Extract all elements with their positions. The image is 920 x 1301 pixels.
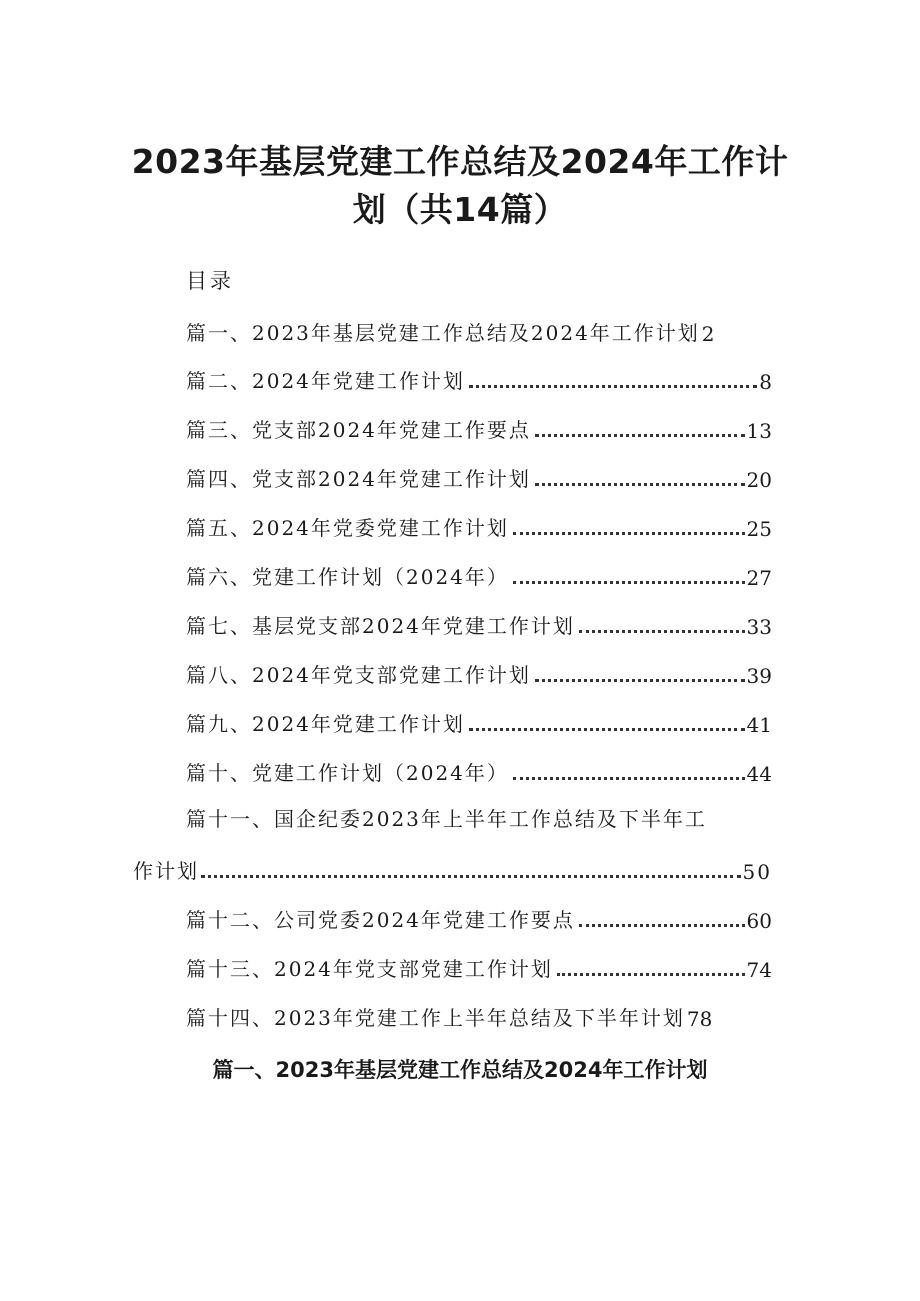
toc-entry-14[interactable]: [186, 999, 772, 1031]
toc-entry-6[interactable]: [186, 558, 772, 590]
toc-entry-label: 篇七、基层党支部2024年党建工作计划: [186, 614, 575, 638]
toc-leader-dots: [579, 924, 745, 927]
toc-leader-dots: [201, 875, 741, 878]
toc-entry-page: 44: [746, 762, 772, 786]
toc-entry-page: 74: [746, 958, 772, 982]
toc-entry-11-line-1[interactable]: [186, 803, 746, 835]
toc-entry-label: 篇一、2023年基层党建工作总结及2024年工作计划: [186, 321, 700, 345]
toc-entry-7[interactable]: [186, 607, 772, 639]
toc-leader-dots: [469, 728, 745, 731]
toc-leader-dots: [513, 777, 745, 780]
toc-entry-3[interactable]: [186, 411, 772, 443]
toc-entry-label: 篇九、2024年党建工作计划: [186, 712, 465, 736]
toc-entry-page: 27: [746, 566, 772, 590]
toc-entry-label: 篇十三、2024年党支部党建工作计划: [186, 957, 553, 981]
toc-entry-label: 篇十四、2023年党建工作上半年总结及下半年计划: [186, 1006, 685, 1030]
toc-entry-12[interactable]: [186, 901, 772, 933]
toc-entry-2[interactable]: [186, 362, 772, 394]
toc-entry-4[interactable]: [186, 460, 772, 492]
section-heading: 篇一、2023年基层党建工作总结及2024年工作计划: [212, 1058, 708, 1082]
toc-leader-dots: [513, 532, 745, 535]
toc-entry-page: 41: [746, 713, 772, 737]
title-line-1: 2023年基层党建工作总结及2024年工作计: [131, 142, 789, 181]
toc-entry-page: 8: [759, 370, 772, 394]
toc-entry-label: 作计划: [133, 859, 199, 883]
toc-entry-page: 20: [746, 468, 772, 492]
toc-entry-label: 篇二、2024年党建工作计划: [186, 369, 465, 393]
toc-leader-dots: [535, 434, 745, 437]
toc-entry-label: 篇五、2024年党委党建工作计划: [186, 516, 509, 540]
toc-leader-dots: [557, 973, 745, 976]
toc-entry-label: 篇十、党建工作计划（2024年）: [186, 761, 509, 785]
toc-leader-dots: [535, 679, 745, 682]
toc-leader-dots: [469, 385, 757, 388]
toc-entry-label: 篇四、党支部2024年党建工作计划: [186, 467, 531, 491]
toc-leader-dots: [579, 630, 745, 633]
toc-entry-8[interactable]: [186, 656, 772, 688]
toc-entry-1[interactable]: [186, 314, 772, 346]
toc-entry-5[interactable]: [186, 509, 772, 541]
toc-entry-label: 篇三、党支部2024年党建工作要点: [186, 418, 531, 442]
toc-entry-page: 50: [742, 860, 772, 884]
toc-entry-page: 13: [746, 419, 772, 443]
toc-entry-label: 篇八、2024年党支部党建工作计划: [186, 663, 531, 687]
toc-entry-9[interactable]: [186, 705, 772, 737]
toc-entry-label: 篇六、党建工作计划（2024年）: [186, 565, 509, 589]
toc-entry-page: 39: [746, 664, 772, 688]
document-title: [130, 138, 790, 234]
toc-entry-page: 33: [746, 615, 772, 639]
toc-entry-page: 2: [701, 322, 715, 346]
toc-entry-13[interactable]: [186, 950, 772, 982]
toc-entry-10[interactable]: [186, 754, 772, 786]
toc-heading: 目录: [186, 269, 234, 293]
toc-entry-label: 篇十二、公司党委2024年党建工作要点: [186, 908, 575, 932]
title-line-2: 划（共14篇）: [352, 190, 568, 229]
toc-entry-page: 78: [686, 1007, 713, 1031]
toc-entry-page: 25: [746, 517, 772, 541]
toc-leader-dots: [513, 581, 745, 584]
toc-entry-page: 60: [746, 909, 772, 933]
toc-leader-dots: [535, 483, 745, 486]
toc-entry-11-line-2[interactable]: [133, 852, 772, 884]
toc-entry-label: 篇十一、国企纪委2023年上半年工作总结及下半年工: [186, 807, 707, 831]
